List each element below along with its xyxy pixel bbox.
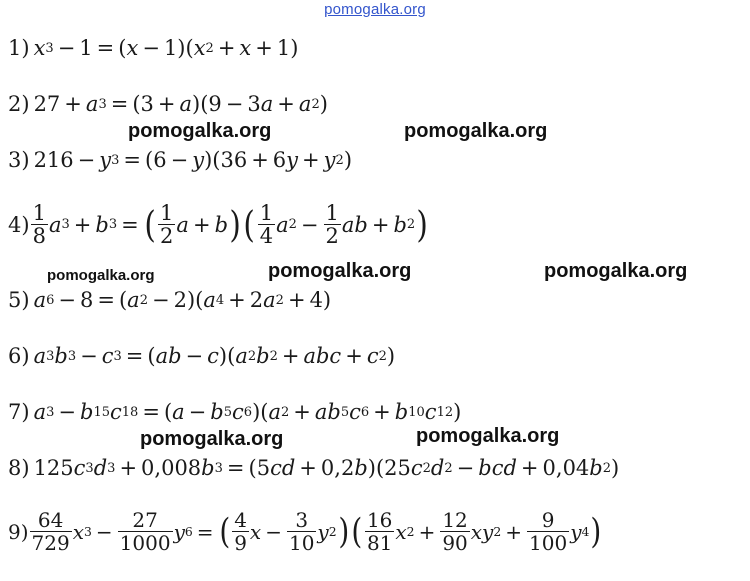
equation-6: 6) a 3 b 3 − c 3 = ( ab − c )( a 2 b 2 + abc + c 2 ) [8,344,396,368]
watermark: pomogalka.org [404,120,548,142]
watermark: pomogalka.org [544,260,688,282]
equation-label: 5) [8,288,30,312]
watermark: pomogalka.org [128,120,272,142]
watermark: pomogalka.org [140,428,284,450]
equation-label: 4) [8,212,30,237]
equation-1: 1) x 3 − 1 = ( x − 1)( x 2 + x + 1) [8,36,299,60]
equation-9: 9) $\frac{64}{729}$ x 3 − $\frac{27}{1000}$ y 6 = ( $\frac{4}{9}$ x − $\frac{3}{10}$ y 2 ) ( $\frac{16}{81}$ x 2 + $\frac{12}{90}$ xy 2 + $\frac{9}{100}$ y 4 ) [8,508,602,555]
equation-2: 2) 27 + a 3 = (3 + a )(9 − 3 a + a 2 ) [8,92,328,116]
equation-label: 6) [8,344,30,368]
equation-label: 1) [8,36,30,60]
site-header-link[interactable]: pomogalka.org [324,1,426,18]
watermark: pomogalka.org [268,260,412,282]
equation-3: 3) 216 − y 3 = (6 − y )(36 + 6 y + y 2 ) [8,148,353,172]
equation-7: 7) a 3 − b 15 c 18 = ( a − b 5 c 6 )( a 2 + ab 5 c 6 + b 10 c 12 ) [8,400,462,424]
equation-5: 5) a 6 − 8 = ( a 2 − 2)( a 4 + 2 a 2 + 4) [8,288,332,312]
equation-8: 8) 125 c 3 d 3 + 0,008 b 3 = (5 cd + 0,2 b )(25 c 2 d 2 − bcd + 0,04 b 2 ) [8,456,620,480]
watermark: pomogalka.org [416,425,560,447]
equation-4: 4) $\frac{1}{8}$ a 3 + b 3 = ( $\frac{1}{2}$ a + b ) ( $\frac{1}{4}$ a 2 − $\frac{1}{2}$ ab + b 2 ) [8,201,429,249]
watermark: pomogalka.org [47,267,155,284]
equation-label: 3) [8,148,30,172]
equation-label: 2) [8,92,30,116]
equation-label: 7) [8,400,30,424]
equation-label: 8) [8,456,30,480]
equation-label: 9) [8,520,29,544]
